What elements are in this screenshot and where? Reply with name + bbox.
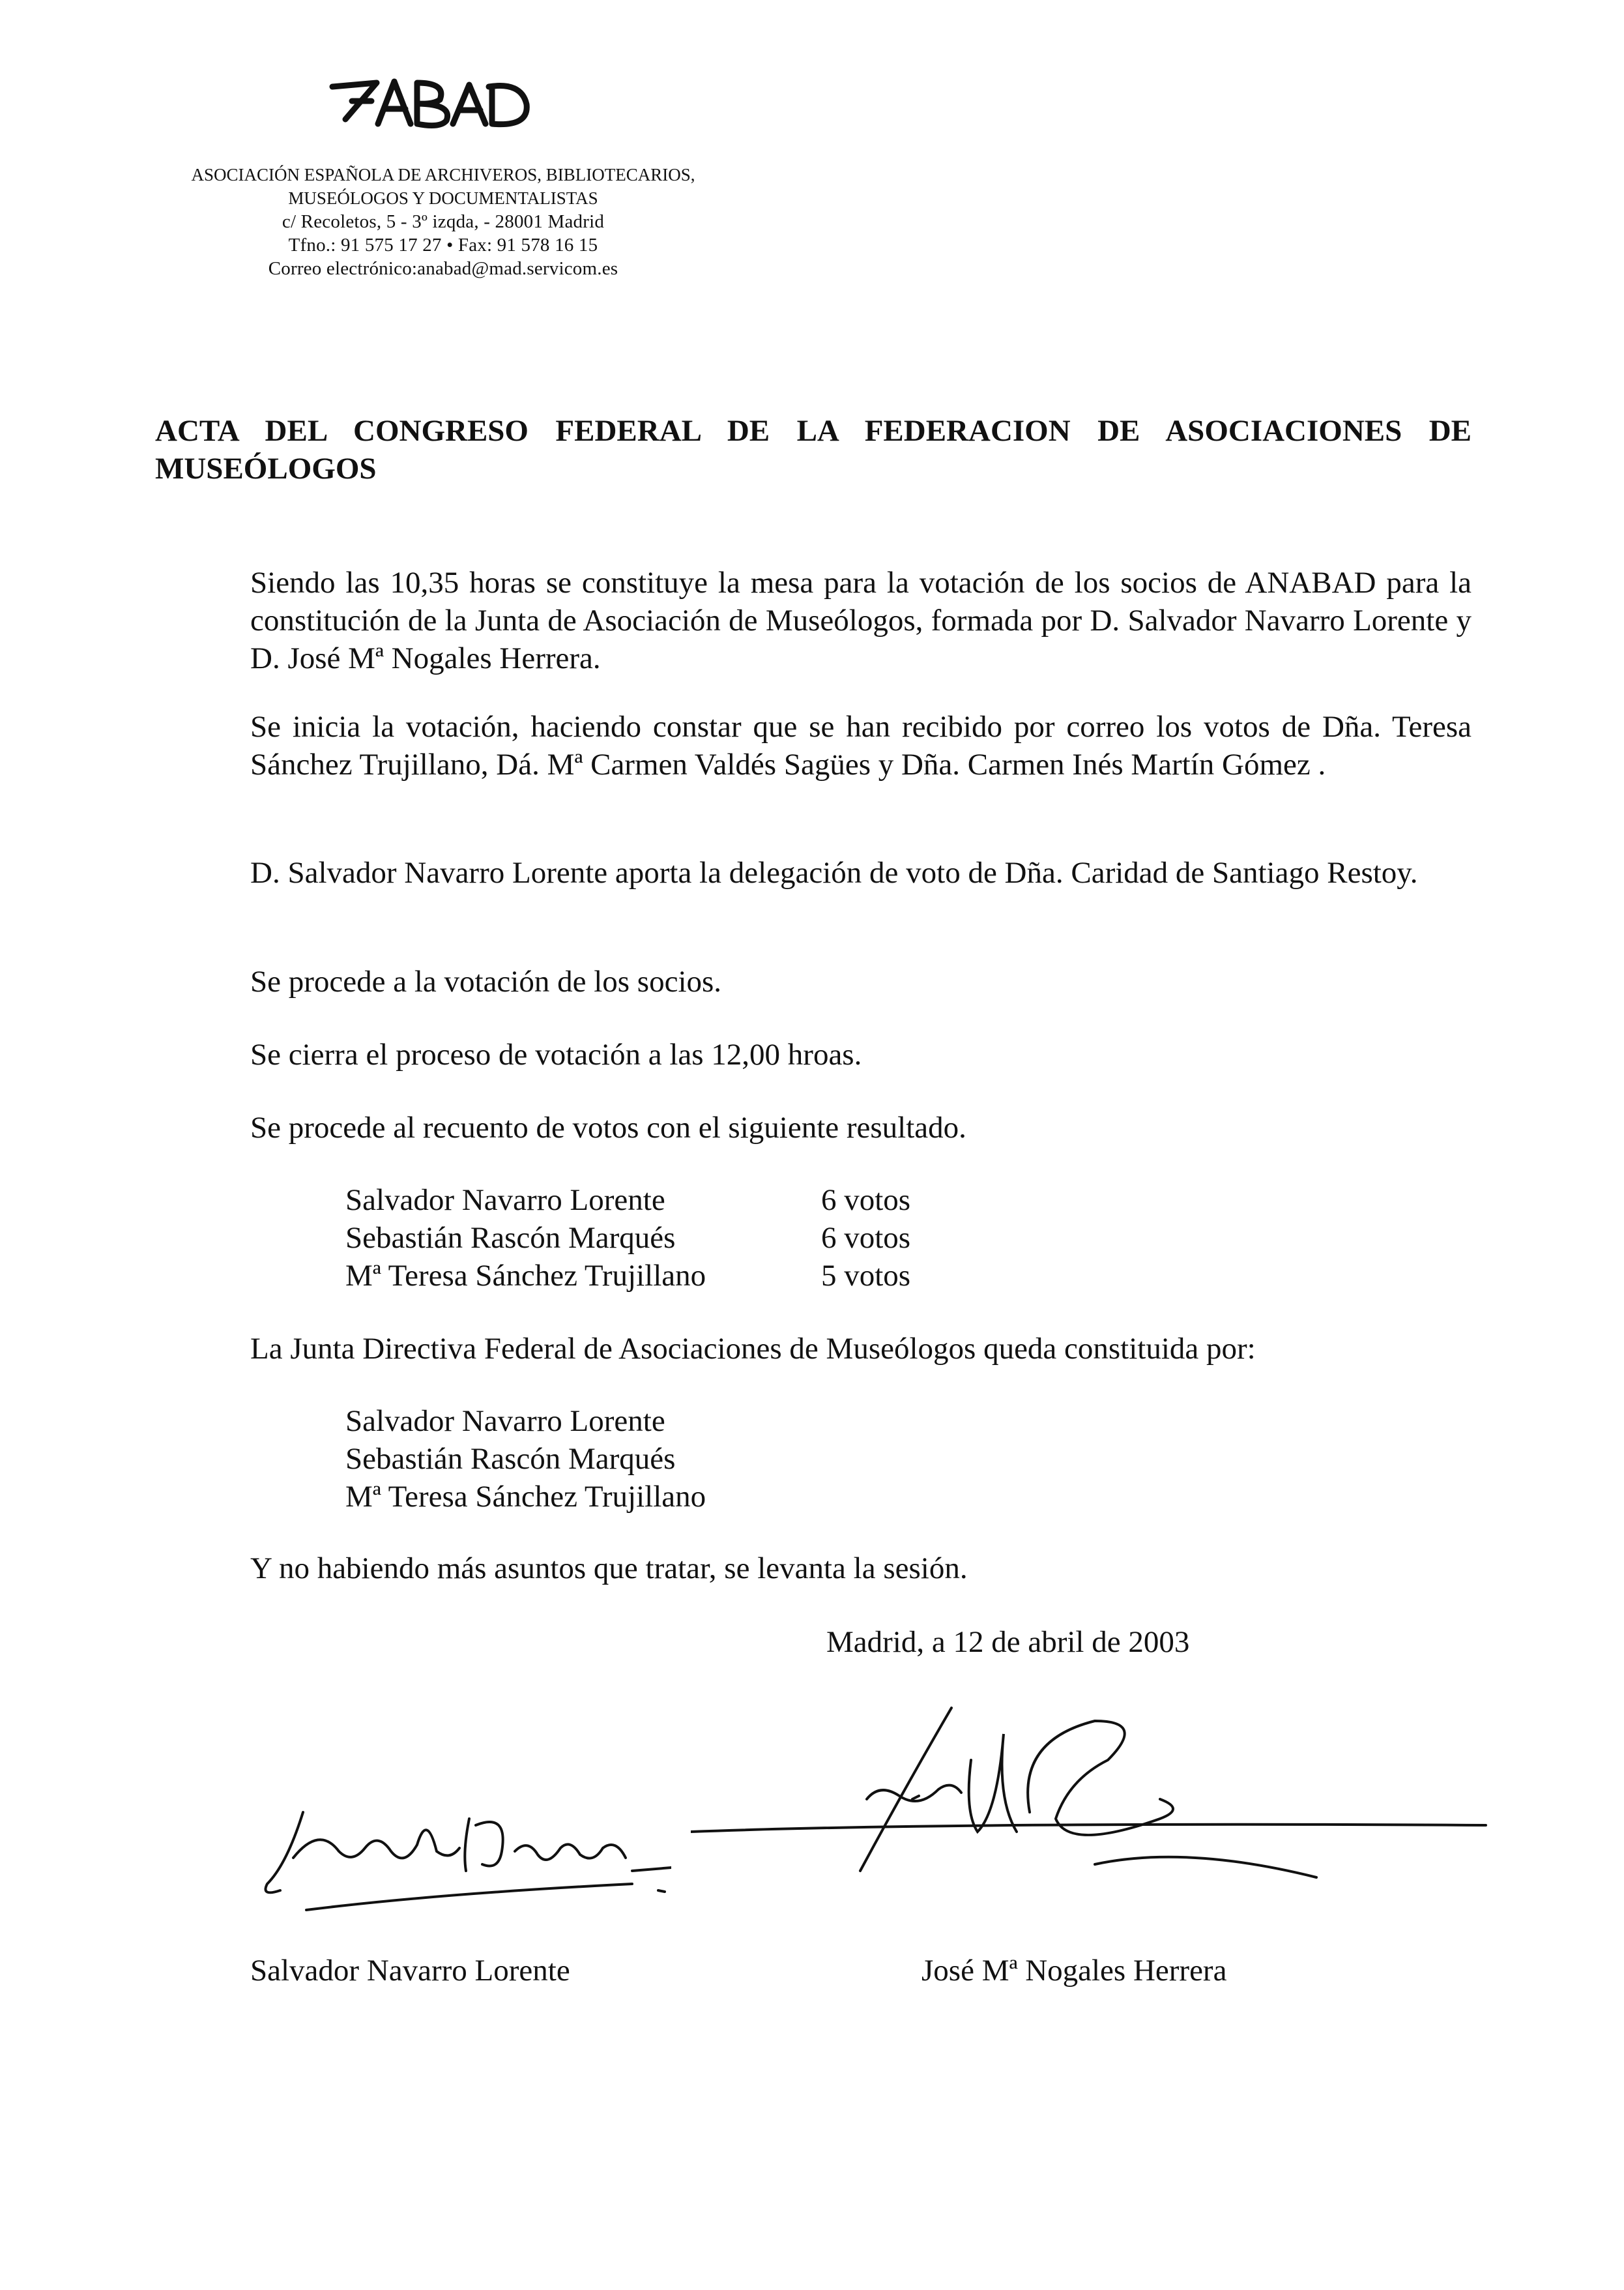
candidate-name: Salvador Navarro Lorente (345, 1183, 665, 1217)
paragraph-opening: Siendo las 10,35 horas se constituye la mesa para la votación de los socios de ANABAD para la constitución de la Junta de Asociación de Museólogos, formada por D. Salvador Navarro Lorente y D. José Mª Nogales Herrera. (250, 566, 1472, 675)
vote-count: 5 votos (821, 1259, 911, 1293)
place-date: Madrid, a 12 de abril de 2003 (826, 1625, 1190, 1659)
paragraph-voting: Se procede a la votación de los socios. (250, 965, 722, 999)
org-phone-fax: Tfno.: 91 575 17 27 • Fax: 91 578 16 15 (288, 235, 598, 256)
paragraph-postal-votes: Se inicia la votación, haciendo constar que se han recibido por correo los votos de Dña. Teresa Sánchez Trujillano, Dá. Mª Carmen Valdés Sagües y Dña. Carmen Inés Martín Gómez . (250, 710, 1472, 782)
board-member: Sebastián Rascón Marqués (345, 1442, 676, 1476)
vote-count: 6 votos (821, 1183, 911, 1217)
document-title: ACTA DEL CONGRESO FEDERAL DE LA FEDERACION DE ASOCIACIONES DE MUSEÓLOGOS (155, 414, 1472, 486)
signatory-left-name: Salvador Navarro Lorente (250, 1954, 570, 1988)
signature-right (691, 1682, 1499, 1897)
paragraph-closing: Y no habiendo más asuntos que tratar, se levanta la sesión. (250, 1551, 968, 1585)
paragraph-delegation: D. Salvador Navarro Lorente aporta la delegación de voto de Dña. Caridad de Santiago Restoy. (250, 856, 1418, 890)
paragraph-board: La Junta Directiva Federal de Asociaciones de Museólogos queda constituida por: (250, 1332, 1256, 1366)
anabad-logo (326, 68, 534, 147)
vote-row (345, 1257, 997, 1295)
org-name-line1: ASOCIACIÓN ESPAÑOLA DE ARCHIVEROS, BIBLIOTECARIOS, (191, 165, 695, 184)
board-member: Salvador Navarro Lorente (345, 1404, 665, 1438)
vote-row (345, 1181, 997, 1219)
paragraph-close: Se cierra el proceso de votación a las 12,00 hroas. (250, 1038, 862, 1072)
candidate-name: Sebastián Rascón Marqués (345, 1221, 676, 1255)
signature-left (241, 1786, 671, 1916)
org-name-line2: MUSEÓLOGOS Y DOCUMENTALISTAS (288, 188, 598, 208)
org-email: Correo electrónico:anabad@mad.servicom.es (268, 258, 618, 279)
vote-row (345, 1219, 997, 1257)
signatory-right-name: José Mª Nogales Herrera (921, 1954, 1227, 1988)
paragraph-count: Se procede al recuento de votos con el siguiente resultado. (250, 1111, 966, 1145)
candidate-name: Mª Teresa Sánchez Trujillano (345, 1259, 706, 1293)
vote-count: 6 votos (821, 1221, 911, 1255)
letterhead (104, 163, 782, 280)
board-member: Mª Teresa Sánchez Trujillano (345, 1480, 706, 1514)
org-address: c/ Recoletos, 5 - 3º izqda, - 28001 Madrid (282, 211, 605, 232)
